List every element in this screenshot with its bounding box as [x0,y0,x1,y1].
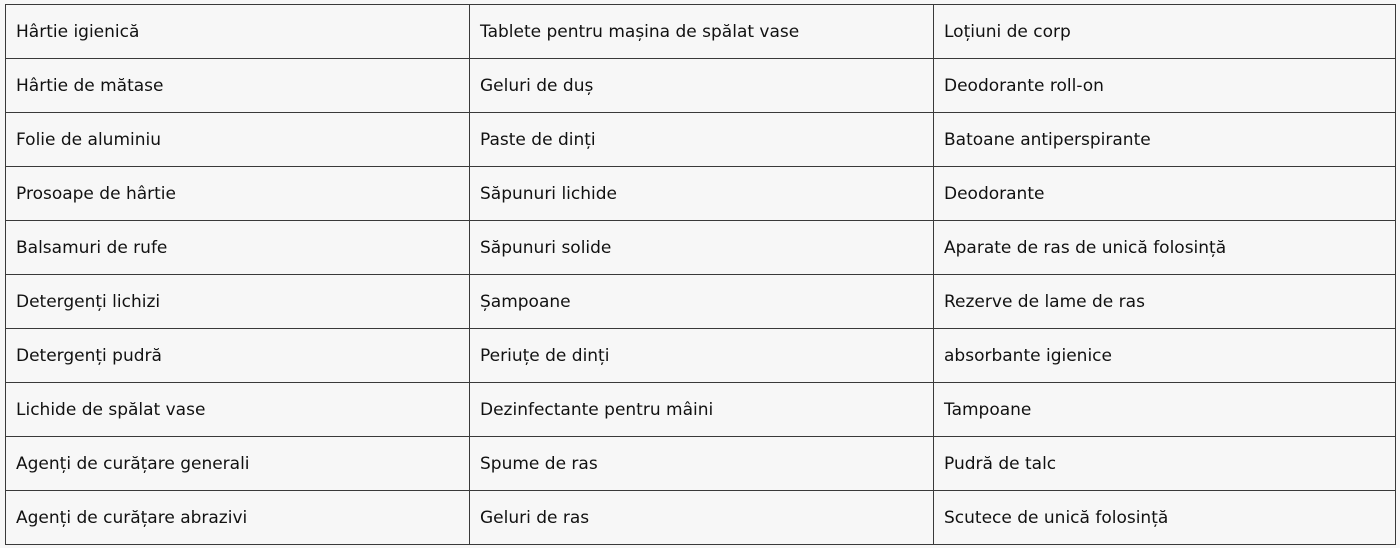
table-row [6,221,1396,275]
table-cell: Dezinfectante pentru mâini [470,383,934,437]
table-cell: Deodorante roll-on [934,59,1396,113]
table-cell: Pudră de talc [934,437,1396,491]
table-cell: Hârtie igienică [6,5,470,59]
table-body [6,5,1396,545]
table-cell: Rezerve de lame de ras [934,275,1396,329]
table-row [6,5,1396,59]
table-cell: Balsamuri de rufe [6,221,470,275]
table-row [6,329,1396,383]
table-row [6,275,1396,329]
table-cell: Loțiuni de corp [934,5,1396,59]
table-cell: Geluri de ras [470,491,934,545]
table-cell: Lichide de spălat vase [6,383,470,437]
table-row [6,113,1396,167]
table-cell: Batoane antiperspirante [934,113,1396,167]
table-cell: Scutece de unică folosință [934,491,1396,545]
table-cell: Spume de ras [470,437,934,491]
table-cell: Paste de dinți [470,113,934,167]
product-category-table [5,4,1396,545]
table-cell: absorbante igienice [934,329,1396,383]
table-cell: Agenți de curățare generali [6,437,470,491]
table-cell: Aparate de ras de unică folosință [934,221,1396,275]
table-row [6,383,1396,437]
table-cell: Periuțe de dinți [470,329,934,383]
table-cell: Săpunuri lichide [470,167,934,221]
table-cell: Prosoape de hârtie [6,167,470,221]
table-row [6,167,1396,221]
table-cell: Folie de aluminiu [6,113,470,167]
table-cell: Geluri de duș [470,59,934,113]
table-cell: Agenți de curățare abrazivi [6,491,470,545]
table-cell: Tampoane [934,383,1396,437]
table-cell: Tablete pentru mașina de spălat vase [470,5,934,59]
table-cell: Șampoane [470,275,934,329]
table-cell: Hârtie de mătase [6,59,470,113]
table-cell: Detergenți lichizi [6,275,470,329]
table-row [6,59,1396,113]
table-cell: Deodorante [934,167,1396,221]
table-row [6,491,1396,545]
table-cell: Detergenți pudră [6,329,470,383]
table-row [6,437,1396,491]
table-cell: Săpunuri solide [470,221,934,275]
